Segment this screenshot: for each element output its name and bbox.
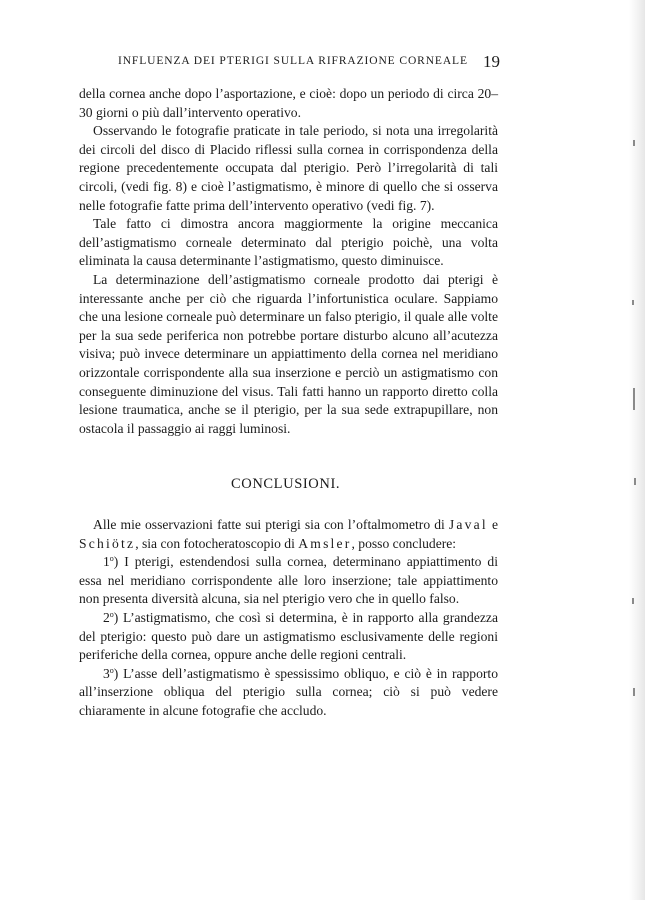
author-name: Schiötz xyxy=(79,535,136,551)
paragraph: Osservando le fotografie praticate in tale periodo, si nota una irregolarità dei circoli del disco di Placido riflessi sulla cornea in corrispondenza della regione precedentemente occupata dal pterigio. Però l’irregolarità di tali circoli, (vedi fig. 8) e cioè l’astigmatismo, è minore di quello che si osserva nelle fotografie fatte prima dell’intervento operativo (vedi fig. 7). xyxy=(79,123,498,213)
scan-edge-mark xyxy=(633,140,635,146)
item-number: 2 xyxy=(103,609,110,625)
paragraph: La determinazione dell’astigmatismo corneale prodotto dai pterigi è interessante anche per ciò che riguarda l’infortunistica oculare. Sappiamo che una lesione corneale può determinare un falso pterigio, il quale alle volte per la sua sede periferica non potrebbe portare disturbo alcuno all’acutezza visiva; può invece determinare un appiattimento della cornea nel meridiano orizzontale corrispondente alla sua inserzione e perciò un astigmatismo con conseguente diminuzione del visus. Tali fatti hanno un rapporto diretto colla lesione traumatica, anche se il pterigio, per la sua sede extrapupillare, non ostacola il passaggio ai raggi luminosi. xyxy=(79,271,498,436)
item-text: ) I pterigi, estendendosi sulla cornea, determinano appiattimento di essa nel meridiano corrispondente alle loro inserzione; tale appiattimento non presenta diversità alcuna, sia nel pterigio vero che in quello falso. xyxy=(79,554,498,607)
scan-edge-mark xyxy=(632,598,634,604)
conclusions-intro: Alle mie osservazioni fatte sui pterigi sia con l’oftalmometro di Javal e Schiötz, sia con fotocheratoscopio di Amsler, posso concludere: xyxy=(79,517,499,551)
conclusions-text xyxy=(79,516,498,721)
scan-edge-mark xyxy=(633,688,635,696)
section-heading: CONCLUSIONI. xyxy=(231,476,341,492)
paragraph: della cornea anche dopo l’asportazione, e cioè: dopo un periodo di circa 20–30 giorni o più dall’intervento operativo. xyxy=(79,86,498,120)
conclusion-item: 3$^o$) L’asse dell’astigmatismo è spessissimo obliquo, e ciò è in rapporto all’inserzione obliqua del pterigio sulla cornea; ciò si può vedere chiaramente in alcune fotografie che accludo. xyxy=(79,665,498,718)
item-number: 3 xyxy=(103,665,110,681)
running-title: INFLUENZA DEI PTERIGI SULLA RIFRAZIONE CORNEALE xyxy=(118,55,468,67)
item-text: ) L’asse dell’astigmatismo è spessissimo obliquo, e ciò è in rapporto all’inserzione obliqua del pterigio sulla cornea; ciò si può vedere chiaramente in alcune fotografie che accludo. xyxy=(79,665,498,718)
author-name: Javal xyxy=(448,517,488,532)
running-header xyxy=(118,52,500,72)
item-text: ) L’astigmatismo, che così si determina, è in rapporto alla grandezza del pterigio: questo può dare un astigmatismo esclusivamente delle regioni periferiche della cornea, oppure anche delle regioni centrali. xyxy=(79,609,498,663)
paragraph: Tale fatto ci dimostra ancora maggiormente la origine meccanica dell’astigmatismo corneale determinato dal pterigio poichè, una volta eliminata la causa determinante l’astigmatismo, questo diminuisce. xyxy=(79,216,498,269)
author-name: Amsler xyxy=(298,535,352,551)
body-text xyxy=(79,85,498,438)
scan-edge-mark xyxy=(634,478,636,485)
item-number: 1 xyxy=(103,554,110,570)
conclusion-item: 2$^o$) L’astigmatismo, che così si determina, è in rapporto alla grandezza del pterigio: questo può dare un astigmatismo esclusivamente delle regioni periferiche della cornea, oppure anche delle regioni centrali. xyxy=(79,609,498,663)
scan-binding-edge xyxy=(629,0,645,900)
conclusion-item: 1$^o$) I pterigi, estendendosi sulla cornea, determinano appiattimento di essa nel meridiano corrispondente alle loro inserzione; tale appiattimento non presenta diversità alcuna, sia nel pterigio vero che in quello falso. xyxy=(79,554,498,607)
scan-edge-mark xyxy=(633,388,635,410)
page-number: 19 xyxy=(483,52,500,71)
scan-edge-mark xyxy=(632,300,634,305)
